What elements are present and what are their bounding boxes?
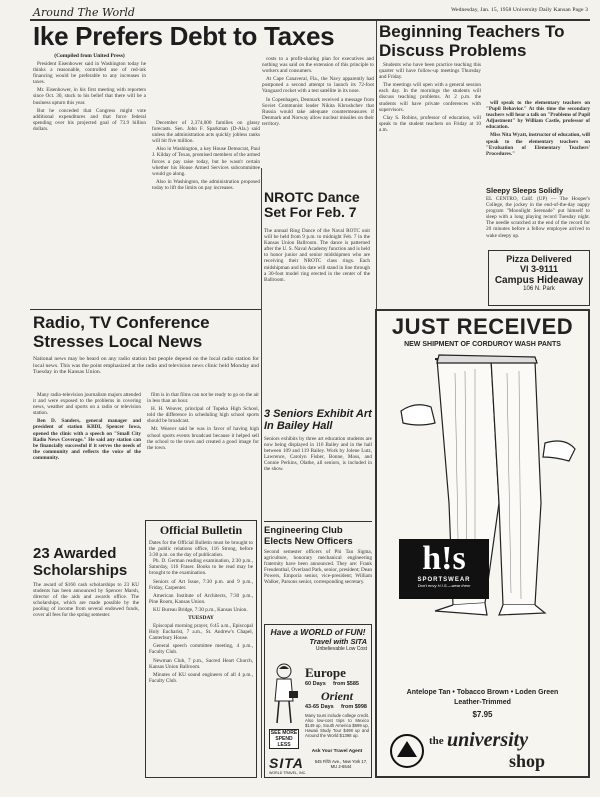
date-line: Wednesday, Jan. 15, 1958 University Daily Kansan Page 3 (451, 7, 588, 13)
ike-col3-p1: costs to a profit-sharing plan for executives and nothing was said on the extension of this principle to workers and consumers. (262, 56, 374, 75)
sita-more: Many tours include college credit. Also low-cost trips to Mexico $149 up, South America $699 up, Hawaii Study Tour $498 up and Around the World $1398 up. (305, 713, 369, 738)
ike-col3-p2: At Cape Canaveral, Fla., the Navy apparently had postponed a second attempt to launch its 72-foot Vanguard rocket with a test satellite in its nose. (262, 76, 374, 95)
seniors-text: Seniors exhibits by three art education students are now being displayed in 116 Bailey and in the hall between 109 and 119 Bailey. Work by Jolene Lutz, Lawrence, Carolyn Fisher, Bonne, Moss, and Connie Perkins, Olathe, all seniors, is included in the show. (264, 436, 372, 473)
sleepy-text: EL CENTRO, Calif. (UP) — The Hooper's College, the jockey in the end-of-the-day nappy program "Moonlight Serenade" put himself to sleep with a long playing record Tuesday night. The needle scratched at the end of the record for 20 minutes before a fellow employee arrived to wake sleepy up. (486, 196, 590, 239)
bulletin-item: Minutes of KU sound engineers of all 4 p.m., Faculty Club. (149, 671, 253, 684)
ike-col3-p3: In Copenhagen, Denmark received a message from Soviet Communist leader Nikita Khrushchev that Russia would take adequate countermeasures if Denmark and Norway allow nuclear missiles on their territory. (262, 96, 374, 127)
bulletin-item: Seniors of Art Issue, 7:30 p.m. and 9 p.m., Friday, Carpenter. (149, 578, 253, 591)
pizza-address: 106 N. Park (523, 286, 555, 292)
bulletin-item: Episcopal morning prayer, 6:45 a.m., Episcopal Holy Eucharist, 7 a.m., St. Andrew's Chapel, Canterbury House. (149, 623, 253, 642)
scholarships-text: The award of $160 cash scholarships to 23 KU students has been announced by Spencer Marsh, director of the aids and awards office. The scholarships, which are made possible by the pooling of income from several endowed funds, cover all fees for the spring semester. (33, 582, 139, 619)
sita-orient-days: 43-65 Days (305, 704, 334, 710)
radio-rule (30, 309, 261, 310)
shop-the: the (429, 735, 444, 747)
shop-shop: shop (509, 751, 546, 771)
bulletin-item: Ph. D. German reading examination, 2:30 p.m., Saturday, 116 Fraser. Books to be read may be brought to the examination. (149, 558, 253, 577)
ike-headline: Ike Prefers Debt to Taxes (33, 21, 335, 51)
bulletin-box (145, 520, 257, 778)
sita-europe-price: from $585 (333, 681, 359, 687)
jr-sub: NEW SHIPMENT OF CORDUROY WASH PANTS (404, 341, 561, 348)
bulletin-item: American Institute of Architects, 7:30 p.m., Pine Room, Kansas Union. (149, 592, 253, 605)
bulletin-item: General speech committee meeting, 4 p.m., Faculty Club. (149, 643, 253, 656)
bulletin-intro: Dates for the Official Bulletin must be brought to the public relations office, 116 Strong, before 3:30 p.m. on the day of publication. (149, 540, 253, 559)
ike-col1-p3: But he conceded that Congress might vote additional expenditures and that force federal spending over his projected goal of 73.9 billion dollars. (33, 107, 146, 132)
pizza-phone: VI 3-9111 (519, 264, 559, 274)
jr-headline: JUST RECEIVED (391, 314, 574, 339)
sita-low-cost: Unbelievable Low Cost (315, 646, 367, 652)
ike-col2-p1: December of 2,374,000 families on glassy forecasts. Sen. John F. Sparkman (D-Ala.) said unless the administration acts quickly jobless ranks will hit five million. (152, 120, 260, 145)
his-logo-sub: SPORTSWEAR (417, 577, 471, 583)
sita-brand: SITA (269, 755, 304, 771)
engineering-rule (264, 521, 372, 522)
bulletin-tuesday: TUESDAY (188, 615, 214, 622)
nrotc-text: The annual Ring Dance of the Naval ROTC unit will be held from 9 p.m. to midnight Feb. 7 in the Kansas Union Ballroom. The dance is patterned after the U. S. Naval Academy function and is held to honor junior and senior midshipmen who are receiving their NROTC class rings. Each midshipman and his date will stand in line through a 30-foot model ring erected in the center of the Ballroom. (264, 228, 370, 283)
sita-top: Have a WORLD of FUN! (270, 627, 366, 637)
sita-since: WORLD TRAVEL, INC. (269, 771, 307, 775)
ike-col-1 (33, 61, 146, 134)
university-shop-logo (389, 729, 579, 773)
section-title: Around The World (33, 6, 135, 19)
radio-col2-p3: Mr. Weaver said he was in favor of having high school sports events broadcast because it helped sell the school to the town and created a good image for the town. (147, 426, 259, 451)
sita-orient-price: from $998 (341, 704, 367, 710)
ike-col2-p3: Also in Washington, the administration proposed today to lift the limits on pay increases. (152, 178, 260, 191)
pizza-ad (488, 250, 590, 306)
pizza-title: Pizza Delivered (506, 254, 572, 264)
pizza-name: Campus Hideaway (494, 275, 584, 286)
teachers-p2: The meetings will open with a general session each day. In the mornings the students will discuss teaching problems. At 2 p.m. the students will have private conferences with supervisors. (379, 82, 481, 113)
sita-europe: Europe (305, 665, 346, 680)
traveler-illustration-icon (269, 661, 299, 727)
column-divider (376, 21, 377, 309)
scholarships-headline: 23 Awarded Scholarships (33, 545, 128, 579)
radio-col1-p1: Many radio-television journalism majors attended it and were exposed to the problems in covering news, weather and sports on a radio or television station. (33, 392, 141, 417)
radio-col2-p2: H. H. Weaver, principal of Topeka High School, told the difference in scheduling high school sports should be broadcast. (147, 406, 259, 425)
sita-travel: Travel with SITA (309, 637, 367, 646)
his-logo (399, 539, 489, 599)
his-logo-tag: Don't envy H.I.S.—wear them (417, 583, 471, 588)
engineering-text: Second semester officers of Phi Tau Sigma, agriculture, honorary mechanical engineering fraternity have been announced. They are: Frank Freudenthal, Overland Park, senior, president; Dean Powers, Emporia senior, vice-president; William Walker, Parsons senior, corresponding secretary. (264, 549, 372, 586)
teachers-p1: Students who have been practice teaching this quarter will have follow-up meetings Thursday and Friday. (379, 62, 481, 81)
jr-belt: Leather-Trimmed (454, 699, 511, 706)
bulletin-items (149, 558, 253, 613)
radio-lead: National news may be heard on any radio station but people depend on the local radio station for local news. This was the point emphasized at the radio and television news clinic held Monday and Tuesday in the Kansas Union. (33, 356, 259, 376)
radio-col-2 (147, 392, 259, 453)
his-logo-text: h!s (422, 540, 466, 577)
seniors-headline: 3 Seniors Exhibit Art In Bailey Hall (264, 408, 372, 432)
teachers-p3: Clay S. Robins, professor of education, will speak to the student teachers on Friday at 10 a.m. (379, 114, 481, 133)
sita-ad (264, 624, 372, 778)
radio-headline: Radio, TV Conference Stresses Local News (33, 313, 210, 351)
column-divider-nrotc (261, 168, 262, 778)
radio-col-1 (33, 392, 141, 463)
ike-col1-p1: President Eisenhower said in Washington today he thinks a reasonable, controlled use of red-ink financing would be preferable to any increases in taxes. (33, 61, 146, 86)
teachers-col-2 (486, 100, 590, 159)
sleepy-headline: Sleepy Sleeps Solidly (486, 186, 564, 195)
teachers-col-1 (379, 62, 481, 135)
bulletin-tuesday-items (149, 623, 253, 684)
ike-credit: (Compiled from United Press) (54, 53, 125, 59)
radio-col2-p1: film is in that films can not be ready to go on the air in less than an hour. (147, 392, 259, 405)
teachers-p5: Miss Nita Wyatt, instructor of education, will speak to the elementary teachers on "Evaluation of Elementary Teachers' Procedures." (486, 132, 590, 157)
ike-col2-p2: Also in Washington, a key House Democrat, Paul J. Kilday of Texas, promised members of the armed forces a pay raise today, but he wasn't certain whether his House Armed Services subcommittee would go along. (152, 146, 260, 177)
nrotc-headline: NROTC Dance Set For Feb. 7 (264, 189, 360, 220)
just-received-ad (375, 309, 590, 778)
jr-price: $7.95 (472, 710, 493, 719)
ike-col-2 (152, 120, 260, 193)
radio-col1-p2: Ben D. Sanders, general manager and president of station KBDI, Spencer Iowa, opened the clinic with a speech on "Small City Radio News Coverage." He said any station can be financially successful if it serves the needs of the community and reflects the voice of the community. (33, 418, 141, 461)
sita-ask: Ask Your Travel Agent (311, 749, 363, 754)
bulletin-headline: Official Bulletin (159, 523, 243, 537)
bulletin-item: Newman Club, 7 p.m., Sacred Heart Church, Kansas Union Ballroom. (149, 657, 253, 670)
bulletin-item: KU Bureau Bridge, 7:30 p.m., Kansas Union. (153, 606, 248, 613)
engineering-headline: Engineering Club Elects New Officers (264, 525, 353, 547)
shop-university: university (447, 729, 529, 751)
ike-col1-p2: Mr. Eisenhower, in his first meeting with reporters since Oct. 30, stuck to his belief that there will be a business upturn this year. (33, 87, 146, 106)
sita-europe-days: 60 Days (305, 681, 326, 687)
teachers-headline: Beginning Teachers To Discuss Problems (379, 22, 565, 60)
sita-address: 545 Fifth Ave., New York 17, MU 2-6544 (314, 759, 368, 769)
ike-col-3 (262, 56, 374, 129)
shop-emblem-icon (389, 733, 425, 769)
sita-see-more: SEE MORE SPEND LESS (270, 730, 298, 748)
sita-orient: Orient (321, 689, 354, 703)
teachers-p4: will speak to the elementary teachers on "Pupil Behavior." At this time the secondary teachers will hear a talk on "Problems of Pupil Adjustment" by William Castle, professor of education. (486, 100, 590, 131)
jr-colors: Antelope Tan • Tobacco Brown • Loden Green (406, 689, 559, 696)
